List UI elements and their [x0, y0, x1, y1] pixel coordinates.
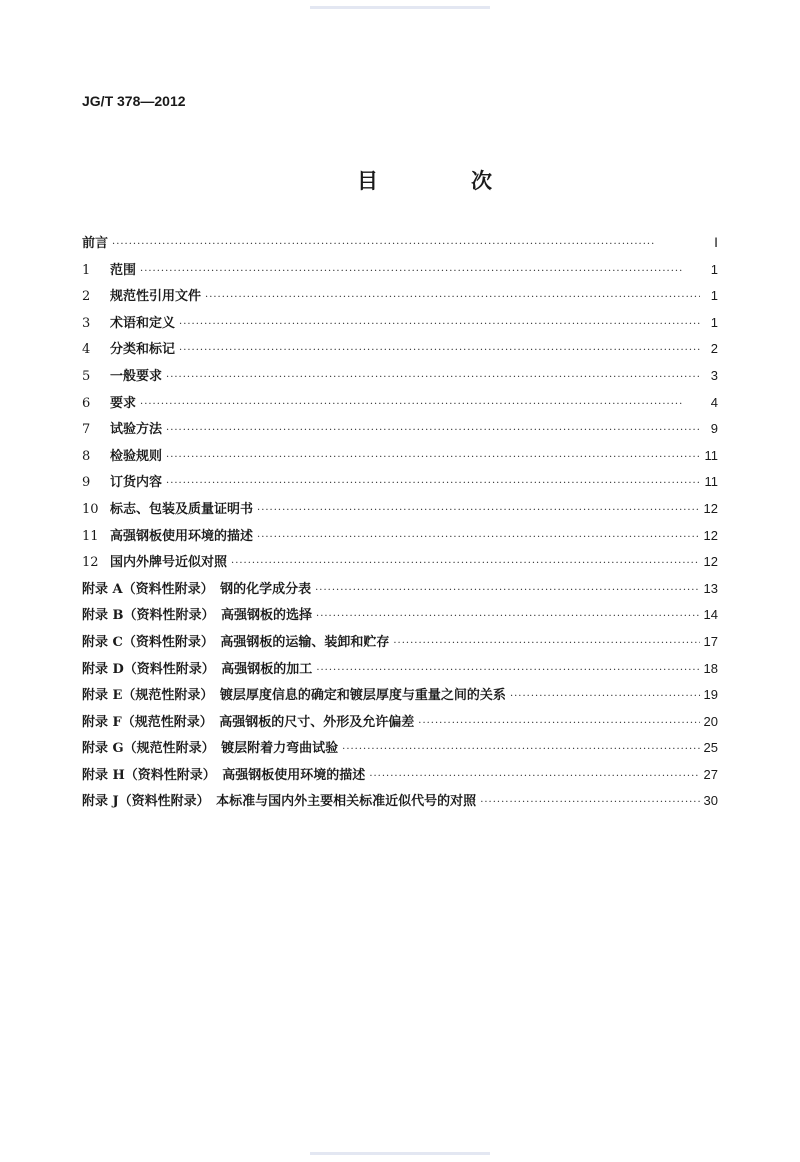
toc-entry-page: 14 — [703, 607, 718, 623]
toc-entry-label: 附录 B（资料性附录） 高强钢板的选择 — [82, 608, 313, 624]
toc-entry-number: 6 — [82, 395, 91, 411]
toc-entry-page: 2 — [710, 341, 718, 357]
toc-entry[interactable] — [82, 418, 718, 445]
dot-leader — [480, 797, 699, 808]
toc-entry-label: 附录 H（资料性附录） 高强钢板使用环境的描述 — [82, 767, 366, 783]
toc-entry-label: 一般要求 — [110, 368, 163, 384]
dot-leader — [510, 691, 700, 702]
toc-entry-label: 国内外牌号近似对照 — [110, 555, 228, 571]
toc-entry-number: 10 — [82, 501, 99, 517]
toc-entry-label: 检验规则 — [110, 448, 163, 464]
dot-leader — [205, 292, 700, 303]
toc-entry[interactable] — [82, 711, 718, 738]
toc-entry-page: 12 — [703, 527, 718, 543]
table-of-contents — [82, 232, 718, 817]
dot-leader — [418, 718, 699, 729]
toc-entry[interactable] — [82, 365, 718, 392]
dot-leader — [179, 319, 700, 330]
toc-entry-label: 分类和标记 — [110, 342, 176, 358]
toc-entry-number: 5 — [82, 368, 91, 384]
toc-entry-label: 附录 D（资料性附录） 高强钢板的加工 — [82, 661, 313, 677]
toc-entry-number: 3 — [82, 315, 91, 331]
dot-leader — [257, 505, 700, 516]
dot-leader — [140, 399, 700, 410]
toc-entry-number: 8 — [82, 448, 91, 464]
toc-entry-page: 9 — [710, 421, 718, 437]
toc-entry[interactable] — [82, 604, 718, 631]
toc-entry-number: 2 — [82, 289, 91, 305]
toc-entry[interactable] — [82, 658, 718, 685]
toc-entry-label: 附录 A（资料性附录） 钢的化学成分表 — [82, 581, 312, 597]
toc-entry-page: 1 — [710, 261, 718, 277]
toc-entry-label: 附录 G（规范性附录） 镀层附着力弯曲试验 — [82, 741, 339, 757]
toc-entry-label: 前言 — [82, 236, 109, 251]
toc-entry-page: 25 — [703, 740, 718, 756]
toc-entry[interactable] — [82, 498, 718, 525]
dot-leader — [369, 771, 699, 782]
toc-entry-page: 20 — [703, 713, 718, 729]
toc-entry-label: 范围 — [110, 262, 137, 278]
toc-entry-page: 13 — [703, 580, 718, 596]
toc-entry-label: 标志、包装及质量证明书 — [110, 501, 254, 517]
toc-entry-number: 1 — [82, 262, 91, 278]
toc-entry-page: 30 — [703, 793, 718, 809]
toc-entry-page: 19 — [703, 687, 718, 703]
toc-entry[interactable] — [82, 737, 718, 764]
toc-entry[interactable] — [82, 764, 718, 791]
dot-leader — [231, 558, 700, 569]
toc-entry-label: 要求 — [110, 395, 137, 411]
toc-entry[interactable] — [82, 471, 718, 498]
toc-entry[interactable] — [82, 445, 718, 472]
toc-entry[interactable] — [82, 312, 718, 339]
toc-entry-page: 11 — [704, 474, 718, 490]
toc-entry[interactable] — [82, 259, 718, 286]
dot-leader — [257, 532, 700, 543]
toc-entry-label: 附录 E（规范性附录） 镀层厚度信息的确定和镀层厚度与重量之间的关系 — [82, 688, 506, 704]
dot-leader — [166, 372, 700, 383]
toc-entry-label: 订货内容 — [110, 475, 163, 491]
dot-leader — [316, 665, 699, 676]
toc-entry-page: 4 — [710, 394, 718, 410]
toc-entry[interactable] — [82, 232, 718, 259]
toc-entry-label: 附录 J（资料性附录） 本标准与国内外主要相关标准近似代号的对照 — [82, 794, 477, 810]
dot-leader — [166, 478, 700, 489]
standard-number: JG/T 378—2012 — [82, 93, 186, 109]
dot-leader — [166, 425, 700, 436]
dot-leader — [342, 744, 699, 755]
toc-entry-page: 1 — [710, 314, 718, 330]
toc-entry-number: 9 — [82, 475, 91, 491]
toc-entry[interactable] — [82, 285, 718, 312]
toc-entry[interactable] — [82, 338, 718, 365]
bottom-watermark — [310, 1152, 490, 1155]
toc-entry[interactable] — [82, 631, 718, 658]
toc-entry-number: 12 — [82, 555, 99, 571]
dot-leader — [112, 239, 700, 250]
dot-leader — [179, 345, 700, 356]
toc-entry-label: 试验方法 — [110, 422, 163, 438]
toc-entry-label: 附录 F（规范性附录） 高强钢板的尺寸、外形及允许偏差 — [82, 714, 415, 730]
toc-entry-page: 3 — [710, 367, 718, 383]
toc-entry-page: 27 — [703, 766, 718, 782]
top-watermark — [310, 6, 490, 9]
toc-entry-page: 11 — [704, 447, 718, 463]
toc-entry-number: 7 — [82, 422, 91, 438]
page-title: 目 次 — [357, 169, 528, 193]
toc-entry-page: Ⅰ — [714, 235, 718, 250]
dot-leader — [315, 585, 699, 596]
toc-entry[interactable] — [82, 392, 718, 419]
toc-entry-page: 12 — [703, 500, 718, 516]
toc-entry[interactable] — [82, 790, 718, 817]
toc-entry-label: 规范性引用文件 — [110, 289, 202, 305]
toc-entry-number: 4 — [82, 342, 91, 358]
toc-entry-page: 12 — [703, 554, 718, 570]
toc-entry-page: 1 — [710, 288, 718, 304]
toc-entry[interactable] — [82, 551, 718, 578]
dot-leader — [316, 611, 700, 622]
toc-entry[interactable] — [82, 684, 718, 711]
toc-entry-page: 18 — [703, 660, 718, 676]
toc-entry-page: 17 — [703, 633, 718, 649]
toc-entry-label: 术语和定义 — [110, 315, 176, 331]
toc-entry-number: 11 — [82, 528, 99, 544]
dot-leader — [140, 266, 700, 277]
toc-entry-label: 附录 C（资料性附录） 高强钢板的运输、装卸和贮存 — [82, 634, 390, 650]
toc-entry[interactable] — [82, 525, 718, 552]
dot-leader — [393, 638, 699, 649]
dot-leader — [166, 452, 700, 463]
toc-entry-label: 高强钢板使用环境的描述 — [110, 528, 254, 544]
toc-entry[interactable] — [82, 578, 718, 605]
